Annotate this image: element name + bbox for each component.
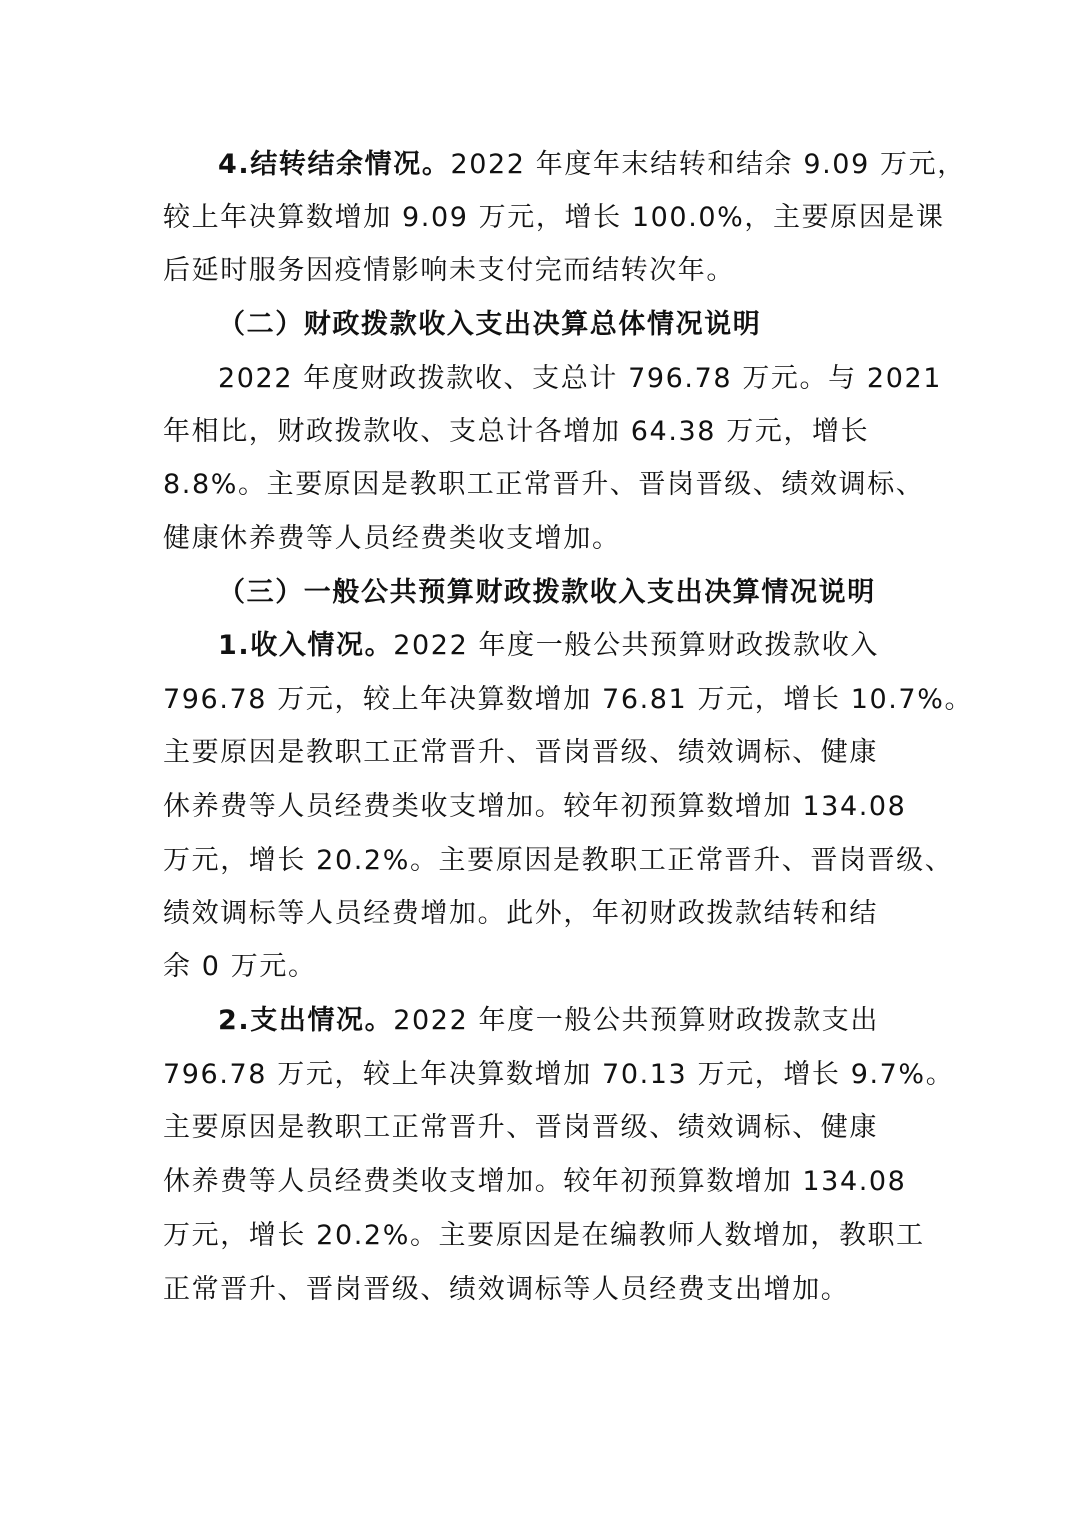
text-line	[163, 894, 878, 934]
paragraph-text: 年相比，财政拨款收、支总计各增加 64.38 万元，增长	[163, 416, 870, 447]
text-line	[163, 1055, 954, 1095]
text-line	[163, 733, 878, 773]
text-line	[218, 359, 942, 399]
paragraph-text: 主要原因是教职工正常晋升、晋岗晋级、绩效调标、健康	[163, 737, 878, 768]
paragraph-lead: 4.结转结余情况。	[218, 149, 451, 180]
paragraph-text: 后延时服务因疫情影响未支付完而结转次年。	[163, 255, 735, 286]
text-line	[163, 465, 924, 505]
paragraph-text: 796.78 万元，较上年决算数增加 76.81 万元，增长 10.7%。	[163, 684, 974, 715]
paragraph-text: 2022 年度一般公共预算财政拨款收入	[393, 630, 879, 661]
paragraph-text: 主要原因是教职工正常晋升、晋岗晋级、绩效调标、健康	[163, 1112, 878, 1143]
paragraph-text: 绩效调标等人员经费增加。此外，年初财政拨款结转和结	[163, 898, 878, 929]
text-line	[218, 626, 879, 666]
paragraph-text: 正常晋升、晋岗晋级、绩效调标等人员经费支出增加。	[163, 1274, 850, 1305]
text-line	[163, 947, 317, 987]
text-line	[163, 519, 621, 559]
text-line	[163, 1216, 925, 1256]
paragraph-text: 万元，增长 20.2%。主要原因是在编教师人数增加，教职工	[163, 1220, 925, 1251]
paragraph-text: 健康休养费等人员经费类收支增加。	[163, 523, 621, 554]
section-heading: （二）财政拨款收入支出决算总体情况说明	[218, 309, 762, 340]
paragraph-text: 2022 年度年末结转和结余 9.09 万元，	[450, 149, 966, 180]
text-line	[163, 680, 973, 720]
text-line	[163, 1108, 878, 1148]
text-line	[218, 1001, 879, 1041]
text-line	[163, 251, 735, 291]
text-line	[218, 145, 966, 185]
text-line	[163, 841, 953, 881]
paragraph-text: 8.8%。主要原因是教职工正常晋升、晋岗晋级、绩效调标、	[163, 469, 925, 500]
text-line	[163, 1270, 849, 1310]
paragraph-text: 休养费等人员经费类收支增加。较年初预算数增加 134.08	[163, 1166, 907, 1197]
paragraph-lead: 1.收入情况。	[218, 630, 394, 661]
paragraph-text: 万元，增长 20.2%。主要原因是教职工正常晋升、晋岗晋级、	[163, 845, 954, 876]
section-heading: （三）一般公共预算财政拨款收入支出决算情况说明	[218, 577, 876, 608]
text-line	[163, 198, 945, 238]
paragraph-text: 休养费等人员经费类收支增加。较年初预算数增加 134.08	[163, 791, 907, 822]
paragraph-text: 796.78 万元，较上年决算数增加 70.13 万元，增长 9.7%。	[163, 1059, 955, 1090]
paragraph-lead: 2.支出情况。	[218, 1005, 394, 1036]
text-line	[163, 787, 906, 827]
paragraph-text: 2022 年度一般公共预算财政拨款支出	[393, 1005, 879, 1036]
paragraph-text: 2022 年度财政拨款收、支总计 796.78 万元。与 2021	[218, 363, 943, 394]
text-line	[163, 1162, 906, 1202]
text-line	[163, 412, 869, 452]
paragraph-text: 较上年决算数增加 9.09 万元，增长 100.0%，主要原因是课	[163, 202, 945, 233]
paragraph-text: 余 0 万元。	[163, 951, 317, 982]
